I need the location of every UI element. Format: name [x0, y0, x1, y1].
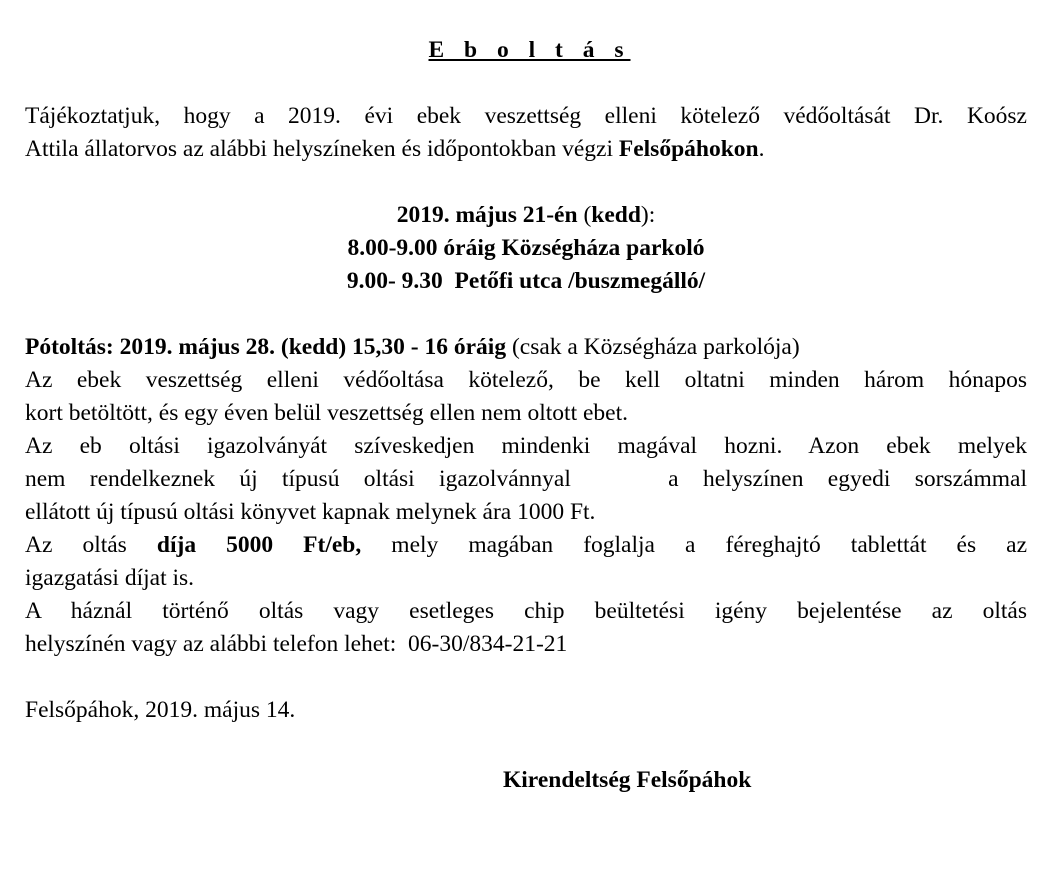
makeup-bold: Pótoltás: 2019. május 28. (kedd) 15,30 - 16 óráig [25, 334, 507, 360]
schedule-paren-open: ( [577, 202, 592, 228]
para2-line-1: Az eb oltási igazolványát szíveskedjen mindenki magával hozni. Azon ebek melyek [25, 433, 1027, 459]
document-title: E b o l t á s [428, 37, 631, 63]
intro-line-2-end: . [758, 136, 765, 162]
para1-line-1: Az ebek veszettség elleni védőoltása kötelező, be kell oltatni minden három hónapos [25, 367, 1027, 393]
makeup-line [25, 331, 1027, 364]
schedule-slot-1: 8.00-9.00 óráig Községháza parkoló [347, 235, 705, 261]
place-date: Felsőpáhok, 2019. május 14. [25, 697, 296, 723]
para3-text-a: Az oltás [25, 532, 157, 558]
fee: díja 5000 Ft/eb, [156, 532, 362, 558]
schedule-block [25, 199, 1027, 298]
schedule-date [25, 199, 1027, 232]
document-page [25, 34, 1027, 727]
para4-line-2: helyszínén vagy az alábbi telefon lehet: 06-30/834-21-21 [25, 631, 568, 657]
para3-line-1 [25, 529, 1027, 562]
spacer [25, 67, 1027, 100]
para3-text-b: mely magában foglalja a féreghajtó tablettát és az [361, 532, 1028, 558]
body-text [25, 331, 1027, 661]
spacer [25, 661, 1027, 694]
para4-line-1: A háznál történő oltás vagy esetleges chip beültetési igény bejelentése az oltás [25, 598, 1027, 624]
para2-line-3: ellátott új típusú oltási könyvet kapnak melynek ára 1000 Ft. [25, 499, 596, 525]
location-name: Felsőpáhokon [618, 136, 759, 162]
para3-line-2: igazgatási díjat is. [25, 565, 195, 591]
schedule-slot-2: 9.00- 9.30 Petőfi utca /buszmegálló/ [346, 268, 706, 294]
para1-line-2: kort betöltött, és egy éven belül veszettség ellen nem oltott ebet. [25, 400, 628, 426]
spacer [25, 298, 1027, 331]
schedule-date-text: 2019. május 21-én [396, 202, 578, 228]
intro-line-2 [25, 133, 1027, 166]
schedule-day: kedd [591, 202, 641, 228]
intro-line-1: Tájékoztatjuk, hogy a 2019. évi ebek veszettség elleni kötelező védőoltását Dr. Koósz [25, 103, 1027, 129]
schedule-paren-close: ): [640, 202, 656, 228]
signature: Kirendeltség Felsőpáhok [503, 767, 752, 793]
spacer [25, 166, 1027, 199]
intro-paragraph [25, 100, 1027, 166]
para2-line-2: nem rendelkeznek új típusú oltási igazolvánnyal a helyszínen egyedi sorszámmal [25, 466, 1027, 492]
makeup-rest: (csak a Községháza parkolója) [506, 334, 800, 360]
intro-line-2-text: Attila állatorvos az alábbi helyszíneken és időpontokban végzi [25, 136, 619, 162]
